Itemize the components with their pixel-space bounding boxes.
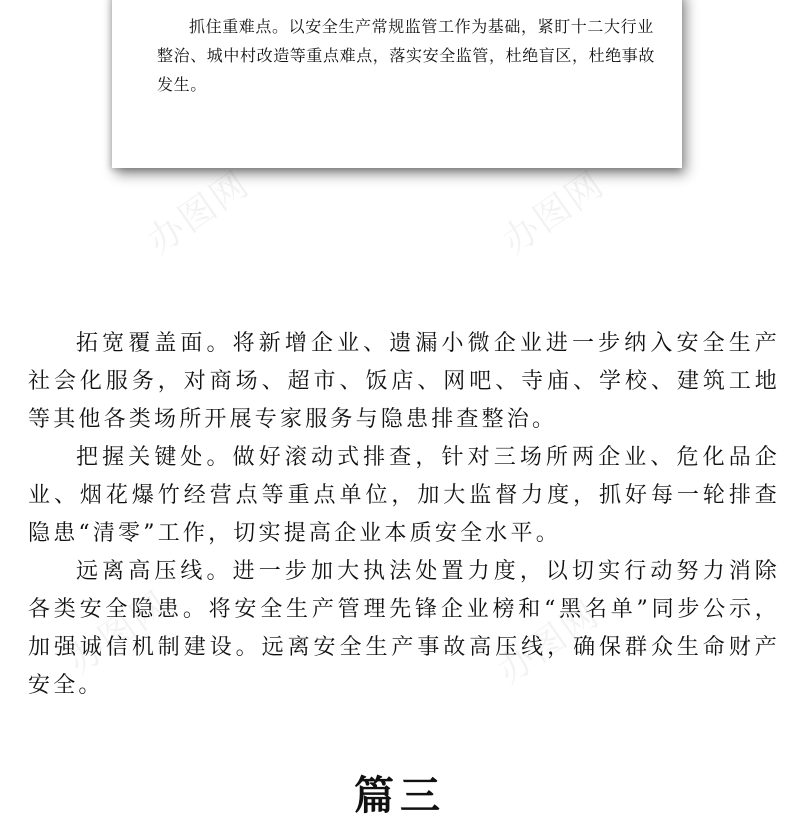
quote-card (112, 0, 682, 168)
card-text (157, 12, 657, 99)
paragraph: 远离高压线。进一步加大执法处置力度，以切实行动努力消除各类安全隐患。将安全生产管理先锋企业榜和“黑名单”同步公示，加强诚信机制建设。远离安全生产事故高压线，确保群众生命财产安全。 (28, 559, 780, 698)
paragraph: 把握关键处。做好滚动式排查，针对三场所两企业、危化品企业、烟花爆竹经营点等重点单位，加大监督力度，抓好每一轮排查隐患“清零”工作，切实提高企业本质安全水平。 (28, 445, 780, 546)
watermark: 办图网 (140, 163, 258, 263)
watermark: 办图网 (60, 583, 178, 683)
watermark: 办图网 (495, 163, 613, 263)
section-heading: 篇三 (354, 772, 446, 819)
paragraph: 拓宽覆盖面。将新增企业、遗漏小微企业进一步纳入安全生产社会化服务，对商场、超市、饭店、网吧、寺庙、学校、建筑工地等其他各类场所开展专家服务与隐患排查整治。 (28, 331, 780, 432)
watermark: 办图网 (490, 593, 608, 693)
card-line: 抓住重难点。以安全生产常规监管工作为基础，紧盯十二大行业 (189, 17, 654, 36)
document-body (28, 325, 780, 705)
card-line: 整治、城中村改造等重点难点，落实安全监管，杜绝盲区，杜绝事故 (157, 46, 656, 65)
card-line: 发生。 (157, 75, 207, 94)
